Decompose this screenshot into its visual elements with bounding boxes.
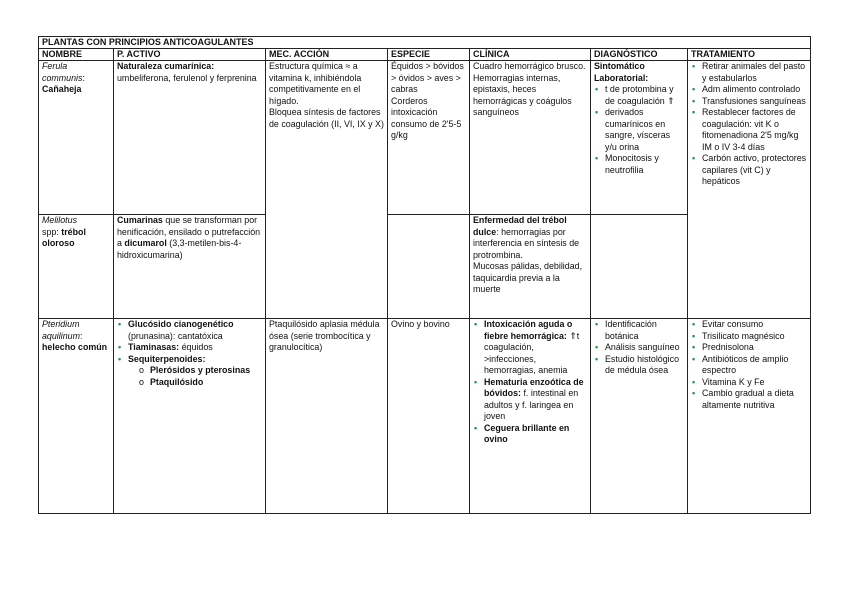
melilotus-diagnostico-cell [591, 215, 688, 319]
pteridium-clinica-cell [470, 319, 591, 514]
pteridium-activo-item1-heading: Glucósido cianogenético [128, 319, 234, 329]
tratamiento-list [691, 61, 807, 188]
table-row-ferula [39, 61, 811, 215]
list-item [473, 319, 587, 377]
list-item: • Retirar animales del pasto y estabularlos [691, 61, 807, 84]
melilotus-activo-text2: (3,3-metilen-bis-4-hidroxicumarina) [117, 238, 242, 260]
melilotus-clinica-text: : hemorragias por interferencia en síntesis de protrombina. Mucosas pálidas, debilidad, taquicardia previa a la muerte [473, 226, 583, 294]
list-item: • Cambio gradual a dieta altamente nutritiva [691, 388, 807, 411]
melilotus-activo-cell [114, 215, 266, 319]
pteridium-clinica-item2-text: f. intestinal en adultos y f. laringea en joven [484, 388, 579, 421]
table-title-row [39, 37, 811, 49]
tratamiento-cell [688, 61, 811, 319]
table-title: PLANTAS CON PRINCIPIOS ANTICOAGULANTES [39, 37, 811, 49]
melilotus-activo-dicumarol: dicumarol [124, 238, 167, 248]
pteridium-activo-cell [114, 319, 266, 514]
list-item: • Estudio histológico de médula ósea [594, 354, 684, 377]
pteridium-clinica-item2-heading: Hematuria enzoótica de bóvidos: [484, 376, 584, 398]
list-item: • Prednisolona [691, 342, 807, 354]
header-nombre: NOMBRE [39, 49, 114, 61]
ferula-name-cell [39, 61, 114, 215]
list-item: • Antibióticos de amplio espectro [691, 354, 807, 377]
pteridium-activo-item2-heading: Tiaminasas: [128, 342, 180, 352]
diagnostico-list [594, 84, 684, 176]
header-tratamiento: TRATAMIENTO [688, 49, 811, 61]
melilotus-activo-heading: Cumarinas [117, 215, 163, 225]
ferula-especie-cell: Équidos > bóvidos > óvidos > aves > cabras Corderos intoxicación consumo de 2'5-5 g/kg [388, 61, 470, 215]
header-p-activo: P. ACTIVO [114, 49, 266, 61]
list-item: • Trisilicato magnésico [691, 331, 807, 343]
melilotus-name-cell [39, 215, 114, 319]
melilotus-scientific-name: Melilotus [42, 215, 78, 225]
anticoagulant-plants-table-sheet [38, 36, 810, 514]
pteridium-tratamiento-list [691, 319, 807, 411]
diagnostico-title: Sintomático Laboratorial [594, 61, 646, 83]
ferula-scientific-name: Ferula communis [42, 61, 83, 83]
melilotus-clinica-heading: Enfermedad del trébol dulce [473, 215, 567, 237]
list-item: • Transfusiones sanguíneas [691, 96, 807, 108]
pteridium-common-name: helecho común [42, 342, 108, 352]
list-item [473, 377, 587, 423]
list-item: o Ptaquilósido [128, 377, 262, 389]
pteridium-diagnostico-cell [591, 319, 688, 514]
list-item [117, 319, 262, 342]
ferula-activo-text: umbeliferona, ferulenol y ferprenina [117, 72, 257, 83]
pteridium-clinica-list [473, 319, 587, 446]
ferula-activo-cell [114, 61, 266, 215]
pteridium-tratamiento-cell [688, 319, 811, 514]
pteridium-name-colon: : [80, 330, 83, 341]
header-clinica: CLÍNICA [470, 49, 591, 61]
list-item: • Identificación botánica [594, 319, 684, 342]
mecanismo-cell: Estructura química ≈ a vitamina k, inhibiéndola competitivamente en el hígado. Bloquea síntesis de factores de coagulación (II, VI, IX y X) [266, 61, 388, 319]
pteridium-activo-item1-text: (prunasina): cantatóxica [128, 330, 223, 341]
list-item [117, 342, 262, 354]
list-item: • Análisis sanguíneo [594, 342, 684, 354]
table-row-pteridium [39, 319, 811, 514]
list-item: • derivados cumarínicos en sangre, vísceras y/u orina [594, 107, 684, 153]
pteridium-diagnostico-list [594, 319, 684, 377]
list-item: • Carbón activo, protectores capilares (vit C) y hepáticos [691, 153, 807, 188]
header-mec-accion: MEC. ACCIÓN [266, 49, 388, 61]
table-header-row [39, 49, 811, 61]
list-item [117, 354, 262, 389]
pteridium-clinica-item3-heading: Ceguera brillante en ovino [484, 422, 570, 444]
ferula-clinica-cell: Cuadro hemorrágico brusco. Hemorragias internas, epistaxis, heces hemorrágicas y coágulos sanguíneos [470, 61, 591, 215]
diagnostico-title-colon: : [645, 72, 649, 83]
pteridium-especie-cell: Ovino y bovino [388, 319, 470, 514]
melilotus-spp: spp: [42, 226, 62, 237]
anticoagulant-plants-table [38, 36, 811, 514]
pteridium-activo-item3-heading: Sequiterpenoides: [128, 353, 206, 364]
list-item: • Evitar consumo [691, 319, 807, 331]
ferula-activo-heading: Naturaleza cumarínica: [117, 61, 215, 71]
ferula-name-colon: : [82, 72, 85, 83]
pteridium-activo-sublist [128, 365, 262, 388]
list-item: • Monocitosis y neutrofilia [594, 153, 684, 176]
melilotus-clinica-cell [470, 215, 591, 319]
list-item: o Plerósidos y pterosinas [128, 365, 262, 377]
list-item [473, 423, 587, 446]
header-diagnostico: DIAGNÓSTICO [591, 49, 688, 61]
diagnostico-cell [591, 61, 688, 215]
list-item: • Restablecer factores de coagulación: vit K o fitomenadiona 2'5 mg/kg IM o IV 3-4 días [691, 107, 807, 153]
pteridium-activo-item2-text: équidos [179, 342, 213, 352]
pteridium-mecanismo-cell: Ptaquilósido aplasia médula ósea (serie trombocítica y granulocítica) [266, 319, 388, 514]
list-item: • Vitamina K y Fe [691, 377, 807, 389]
list-item: • t de protombina y de coagulación ⇑ [594, 84, 684, 107]
pteridium-activo-list [117, 319, 262, 388]
ferula-common-name: Cañaheja [42, 84, 82, 94]
melilotus-especie-cell [388, 215, 470, 319]
melilotus-activo-text: que se transforman por henificación, ensilado o putrefacción a [117, 215, 261, 248]
pteridium-name-cell [39, 319, 114, 514]
pteridium-clinica-item1-text: ⇑t coagulación, >infecciones, hemorragias, anemia [484, 330, 580, 375]
pteridium-scientific-name: Pteridium aquilinum [42, 319, 80, 341]
header-especie: ESPECIE [388, 49, 470, 61]
pteridium-clinica-item1-heading: Intoxicación aguda o fiebre hemorrágica: [484, 319, 573, 341]
list-item: • Adm alimento controlado [691, 84, 807, 96]
melilotus-common-name: trébol oloroso [42, 226, 86, 248]
